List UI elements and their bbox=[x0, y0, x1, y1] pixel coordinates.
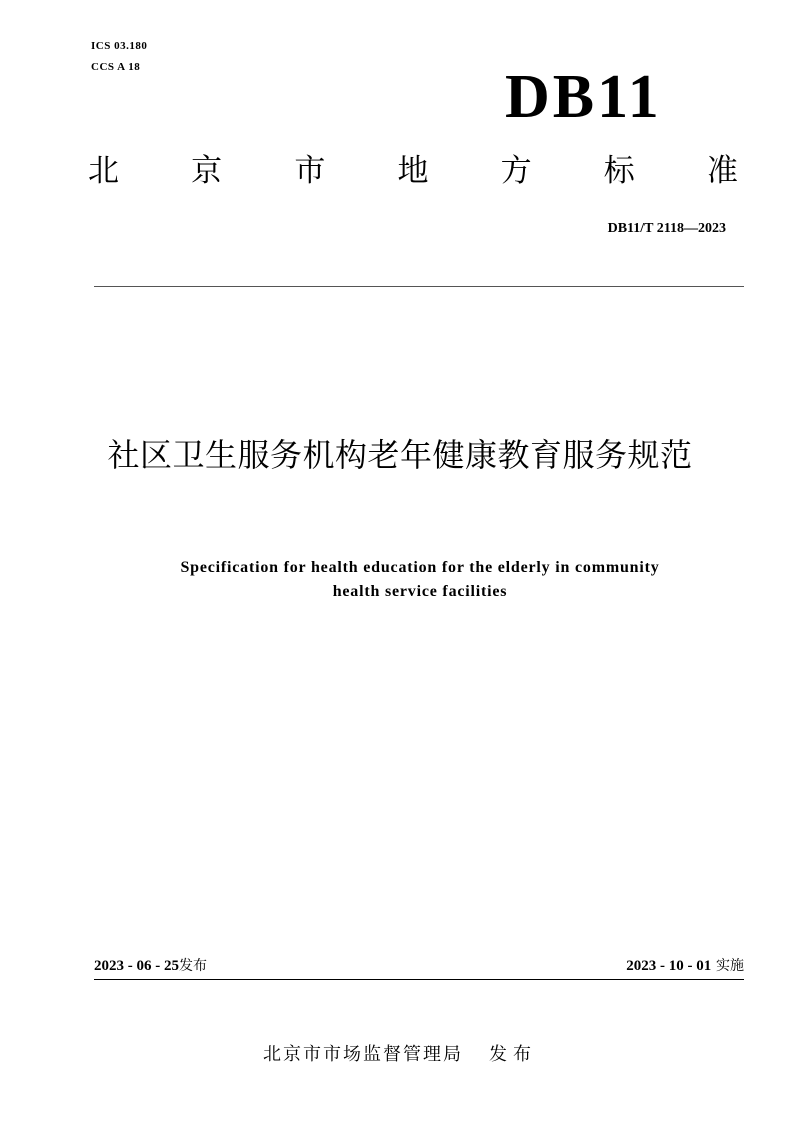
footer-divider bbox=[94, 979, 744, 980]
en-title-line: Specification for health education for the elderly in community bbox=[180, 559, 660, 576]
title-char: 地 bbox=[397, 153, 429, 189]
document-title-zh: 社区卫生服务机构老年健康教育服务规范 bbox=[107, 436, 693, 474]
title-char: 方 bbox=[500, 153, 532, 189]
title-char: 市 bbox=[294, 153, 326, 189]
header-divider bbox=[94, 286, 744, 287]
publish-label: 发布 bbox=[179, 958, 207, 974]
publish-date: 2023 - 06 - 25 bbox=[94, 958, 179, 974]
title-char: 准 bbox=[706, 153, 738, 189]
title-char: 京 bbox=[191, 153, 223, 189]
issuer-name: 北京市市场监督管理局 bbox=[263, 1044, 463, 1065]
en-title-line: health service facilities bbox=[332, 583, 508, 600]
db11-logo: DB11 bbox=[505, 63, 662, 131]
title-char: 北 bbox=[88, 153, 119, 189]
implement-date: 2023 - 10 - 01 bbox=[626, 958, 712, 974]
title-char: 标 bbox=[603, 153, 635, 189]
publish-date-row bbox=[94, 958, 207, 974]
ccs-code: CCS A 18 bbox=[91, 61, 141, 73]
standard-category-title bbox=[88, 153, 738, 189]
standard-number: DB11/T 2118—2023 bbox=[607, 221, 726, 236]
issuer-line bbox=[0, 1040, 800, 1066]
document-title-en bbox=[90, 556, 750, 604]
implement-label: 实施 bbox=[716, 958, 744, 974]
issuer-action: 发布 bbox=[489, 1044, 537, 1065]
ics-code: ICS 03.180 bbox=[91, 40, 148, 52]
implement-date-row bbox=[626, 958, 744, 974]
